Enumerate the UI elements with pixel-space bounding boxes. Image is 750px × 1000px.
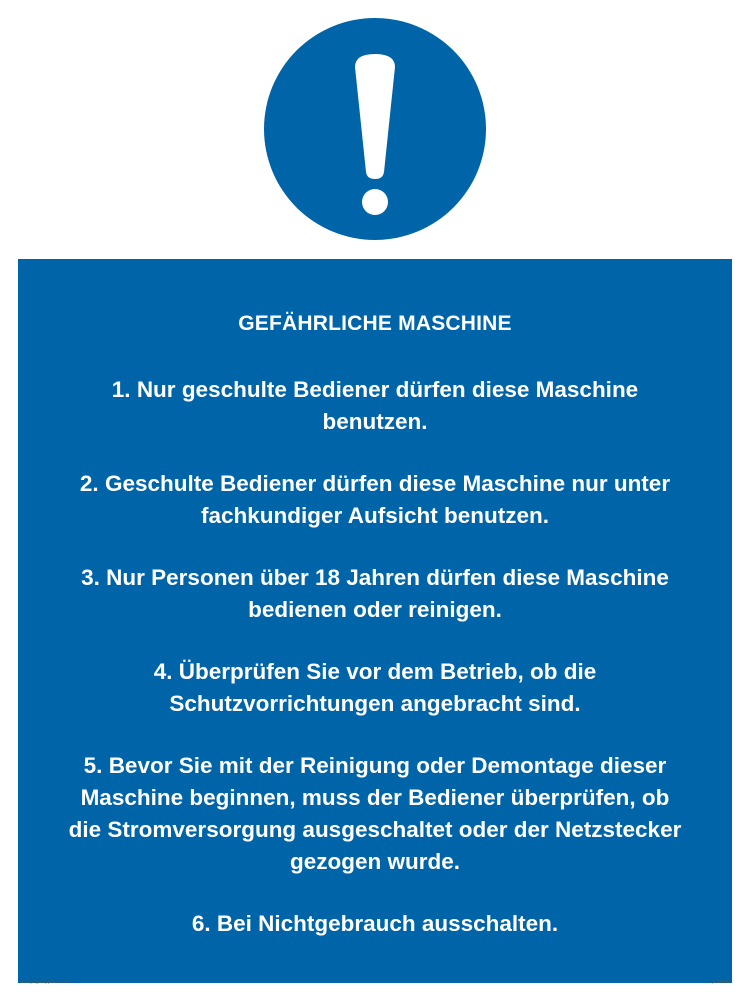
instruction-item-2: 2. Geschulte Bediener dürfen diese Maschine nur unter fachkundiger Aufsicht benutzen. [79,471,671,528]
footer-product-code: pn00021 [712,979,730,984]
instruction-item-5: 5. Bevor Sie mit der Reinigung oder Demontage dieser Maschine beginnen, muss der Bediener überprüfen, ob die Stromversorgung ausgeschaltet oder der Netzstecker gezogen wurde. [68,753,682,874]
instruction-text [18,309,732,940]
instruction-item-3: 3. Nur Personen über 18 Jahren dürfen diese Maschine bedienen oder reinigen. [81,565,669,622]
instruction-item-6: 6. Bei Nichtgebrauch ausschalten. [191,911,559,936]
instruction-item-1: 1. Nur geschulte Bediener dürfen diese Maschine benutzen. [111,377,639,434]
sign-heading: GEFÄHRLICHE MASCHINE [238,312,512,335]
mandatory-sign-circle [264,18,486,240]
exclamation-icon [264,18,486,240]
footer-website: safetysignsupplies.co.uk [20,979,70,984]
instruction-item-4: 4. Überprüfen Sie vor dem Betrieb, ob die Schutzvorrichtungen angebracht sind. [153,659,597,716]
instruction-panel [18,259,732,983]
